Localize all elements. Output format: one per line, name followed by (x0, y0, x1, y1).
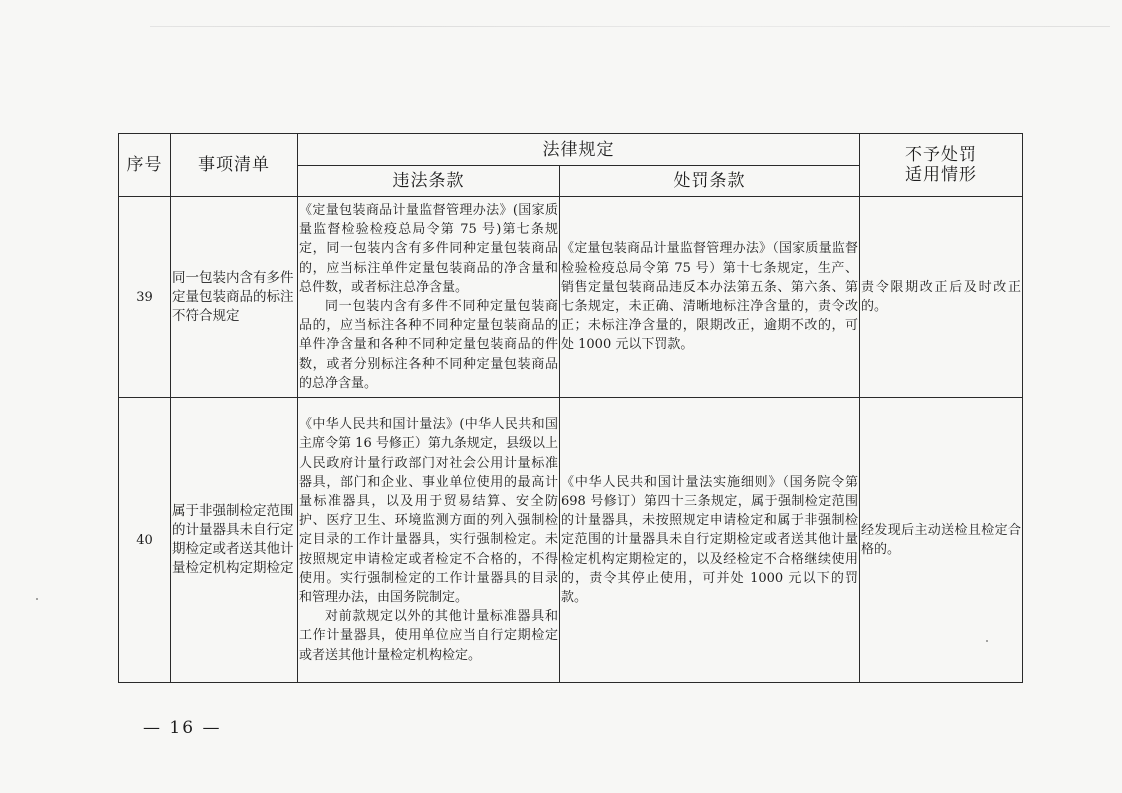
violation-paragraph: 对前款规定以外的其他计量标准器具和工作计量器具，使用单位应当自行定期检定或者送其他计量检定机构检定。 (299, 609, 558, 663)
header-row-1 (119, 134, 1023, 166)
header-legal: 法律规定 (298, 134, 860, 166)
row-penalty: 《中华人民共和国计量法实施细则》（国务院令第 698 号修订）第四十三条规定，属于强制检定范围的计量器具，未按照规定申请检定和属于非强制检定范围的计量器具未自行定期检定或者送其他计量检定机构定期检定的，以及经检定不合格继续使用的，责令其停止使用，可并处 1000 元以下的罚款。 (560, 398, 860, 683)
header-penalty: 处罚条款 (560, 166, 860, 197)
scan-speck (36, 598, 38, 600)
header-items: 事项清单 (171, 134, 298, 197)
page-number: — 16 — (143, 718, 222, 738)
scan-speck (986, 640, 988, 642)
violation-paragraph: 同一包装内含有多件不同种定量包装商品的，应当标注各种不同种定量包装商品的单件净含量和各种不同种定量包装商品的件数，或者分别标注各种不同种定量包装商品的总净含量。 (299, 299, 558, 391)
row-seq: 39 (119, 197, 171, 398)
scan-artifact-line (150, 26, 1110, 27)
row-violation (298, 398, 560, 683)
header-violation: 违法条款 (298, 166, 560, 197)
violation-paragraph: 《定量包装商品计量监督管理办法》(国家质量监督检验检疫总局令第 75 号)第七条规定，同一包装内含有多件同种定量包装商品的，应当标注单件定量包装商品的净含量和总件数，或者标注总净含量。 (299, 202, 558, 295)
row-item: 同一包装内含有多件定量包装商品的标注不符合规定 (171, 197, 298, 398)
header-exempt: 不予处罚 适用情形 (860, 134, 1023, 197)
row-seq: 40 (119, 398, 171, 683)
regulation-table (118, 133, 1023, 683)
row-violation (298, 197, 560, 398)
table-row (119, 398, 1023, 683)
row-penalty: 《定量包装商品计量监督管理办法》（国家质量监督检验检疫总局令第 75 号）第十七条规定，生产、销售定量包装商品违反本办法第五条、第六条、第七条规定，未正确、清晰地标注净含量的，责令改正；未标注净含量的，限期改正，逾期不改的，可处 1000 元以下罚款。 (560, 197, 860, 398)
header-seq: 序号 (119, 134, 171, 197)
violation-paragraph: 《中华人民共和国计量法》(中华人民共和国主席令第 16 号修正）第九条规定，县级以上人民政府计量行政部门对社会公用计量标准器具，部门和企业、事业单位使用的最高计量标准器具，以及用于贸易结算、安全防护、医疗卫生、环境监测方面的列入强制检定目录的工作计量器具，实行强制检定。未按照规定申请检定或者检定不合格的，不得使用。实行强制检定的工作计量器具的目录和管理办法，由国务院制定。 (299, 417, 558, 605)
table-row (119, 197, 1023, 398)
row-item: 属于非强制检定范围的计量器具未自行定期检定或者送其他计量检定机构定期检定 (171, 398, 298, 683)
row-exempt: 责令限期改正后及时改正的。 (860, 197, 1023, 398)
row-exempt: 经发现后主动送检且检定合格的。 (860, 398, 1023, 683)
